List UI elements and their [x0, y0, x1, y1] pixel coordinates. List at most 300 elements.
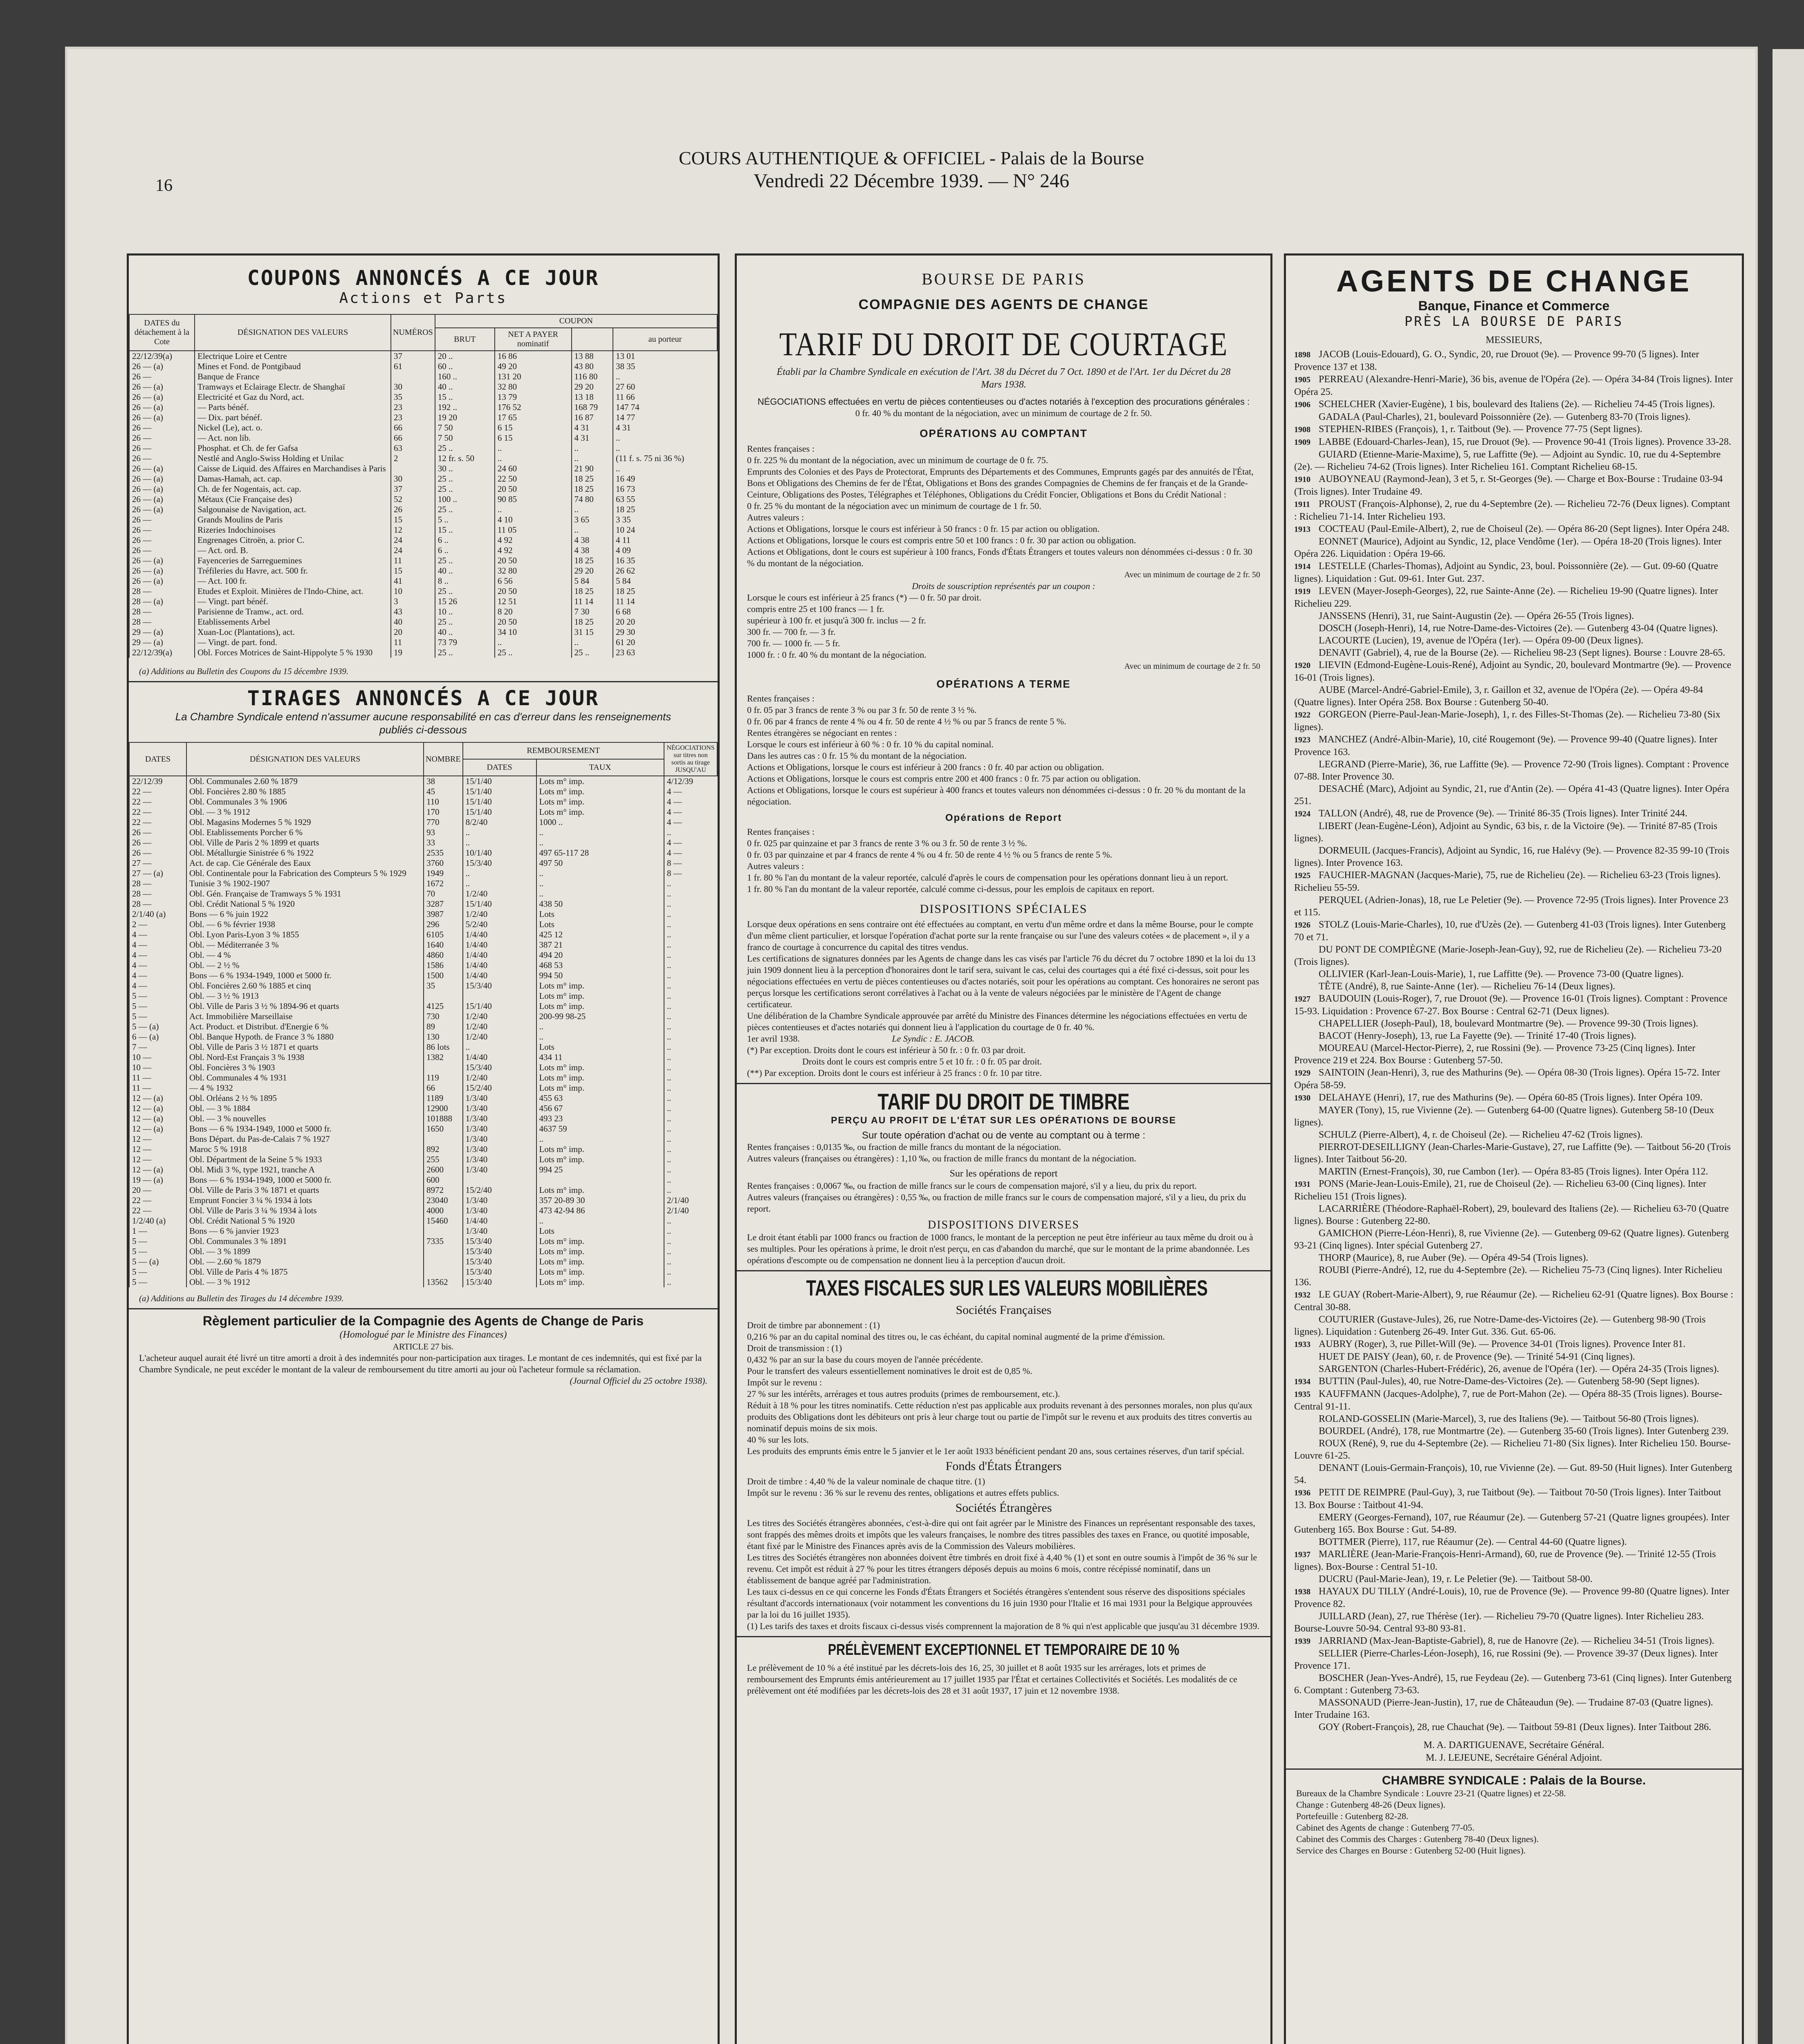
table-cell: 119 — [424, 1073, 463, 1083]
table-cell: 8 20 — [495, 607, 572, 617]
table-cell: 16 49 — [613, 474, 717, 484]
table-cell: 26 — (a) — [129, 382, 195, 392]
table-cell: .. — [572, 453, 613, 464]
coupons-body — [129, 351, 717, 658]
agent-text: ROUBI (Pierre-André), 12, rue du 4-Septembre (2e). — Richelieu 75-73 (Cinq lignes). Inter Richelieu 136. — [1294, 1265, 1723, 1288]
table-cell — [536, 1175, 664, 1185]
table-cell: 600 — [424, 1175, 463, 1185]
table-cell: 18 25 — [613, 586, 717, 596]
table-cell: 4 38 — [572, 535, 613, 545]
table-cell: Lots — [536, 1042, 664, 1052]
agent-text: SCHULZ (Pierre-Albert), 4, r. de Choiseul (2e). — Richelieu 47-62 (Trois lignes). — [1319, 1130, 1643, 1140]
table-cell: 4 — — [129, 960, 186, 970]
table-cell: 7 50 — [435, 433, 495, 443]
table-cell: Xuan-Loc (Plantations), act. — [195, 627, 391, 637]
bourse-label: BOURSE DE PARIS — [922, 270, 1086, 288]
table-cell: Act. Product. et Distribut. d'Energie 6 % — [186, 1022, 424, 1032]
tirages-body — [129, 776, 717, 1287]
agent-text: LEGRAND (Pierre-Marie), 36, rue Laffitte (9e). — Provence 72-90 (Trois lignes). Comptant : Provence 07-88. Inter Provence 30. — [1294, 759, 1729, 782]
table-cell: 10 24 — [613, 525, 717, 535]
table-cell: 40 — [391, 617, 435, 627]
table-cell: 15/3/40 — [463, 1236, 536, 1246]
table-cell: Obl. Midi 3 %, type 1921, tranche A — [186, 1165, 424, 1175]
text-paragraph: 0 fr. 06 par 4 francs de rente 4 % ou 4 fr. 50 de rente 4 ½ % ou par 5 francs de rente 5 %. — [747, 716, 1066, 726]
table-cell: .. — [664, 1257, 717, 1267]
table-cell: 1640 — [424, 940, 463, 950]
table-cell: 1/3/40 — [463, 1144, 536, 1154]
coupons-title: COUPONS ANNONCÉS A CE JOUR — [247, 266, 599, 290]
agent-text: ROLAND-GOSSELIN (Marie-Marcel), 3, rue des Italiens (9e). — Taitbout 56-80 (Trois lignes). — [1319, 1414, 1699, 1424]
agent-year: 1935 — [1294, 1390, 1310, 1399]
table-cell: 4 09 — [613, 545, 717, 556]
timbre-subtitle: PERÇU AU PROFIT DE L'ÉTAT SUR LES OPÉRATIONS DE BOURSE — [831, 1115, 1176, 1125]
reglement-sub: (Homologué par le Ministre des Finances) — [339, 1329, 507, 1340]
table-cell: 434 11 — [536, 1052, 664, 1062]
table-row — [129, 627, 717, 637]
table-cell: 6 .. — [435, 535, 495, 545]
newspaper-page — [67, 49, 1755, 2044]
agent-text: BACOT (Henry-Joseph), 13, rue La Fayette (9e). — Trinité 17-40 (Trois lignes). — [1319, 1031, 1636, 1041]
table-cell: Etablissements Arbel — [195, 617, 391, 627]
fonds-title: Fonds d'États Étrangers — [945, 1459, 1062, 1473]
table-cell: Obl. Ville de Paris 3 % 1871 et quarts — [186, 1185, 424, 1195]
table-cell: Obl. Foncières 2.60 % 1885 et cinq — [186, 981, 424, 991]
agent-text: PONS (Marie-Jean-Louis-Emile), 21, rue de Choiseul (2e). — Richelieu 63-00 (Cinq lignes). Inter Richelieu 151 (Trois lignes). — [1294, 1179, 1706, 1202]
agent-entry — [1294, 373, 1734, 398]
table-cell: 4125 — [424, 1001, 463, 1011]
table-cell: 26 — (a) — [129, 556, 195, 566]
table-row — [129, 515, 717, 525]
table-cell: 4 — — [664, 817, 717, 827]
table-cell: 22/12/39(a) — [129, 351, 195, 361]
table-cell: 30 — [391, 382, 435, 392]
agent-text: STEPHEN-RIBES (François), 1, r. Taitbout (9e). — Provence 77-75 (Sept lignes). — [1319, 424, 1642, 435]
text-paragraph: Bureaux de la Chambre Syndicale : Louvre 23-21 (Quatre lignes) et 22-58. — [1296, 1788, 1566, 1798]
col-numeros: NUMÉROS — [391, 314, 435, 351]
column-tarifs — [735, 253, 1272, 2044]
table-cell: 15/1/40 — [463, 1001, 536, 1011]
table-cell: 131 20 — [495, 372, 572, 382]
agent-year: 1909 — [1294, 438, 1310, 447]
table-cell: 5 — — [129, 1246, 186, 1257]
table-cell: 1/2/40 — [463, 889, 536, 899]
table-row — [129, 556, 717, 566]
table-cell: 8 — — [664, 858, 717, 868]
table-cell: 8/2/40 — [463, 817, 536, 827]
soc-et-list — [737, 1517, 1270, 1632]
table-cell: Obl. Foncières 2.80 % 1885 — [186, 787, 424, 797]
table-cell: 116 80 — [572, 372, 613, 382]
text-paragraph: Lorsque le cours est inférieur à 60 % : 0 fr. 10 % du capital nominal. — [747, 739, 994, 749]
table-cell: 18 25 — [572, 556, 613, 566]
table-cell: 1/4/40 — [463, 1216, 536, 1226]
table-cell: .. — [664, 1277, 717, 1287]
table-cell: .. — [664, 960, 717, 970]
table-cell: 1/2/40 — [463, 1032, 536, 1042]
table-row — [129, 1103, 717, 1114]
table-cell: Lots — [536, 919, 664, 930]
text-paragraph: Une délibération de la Chambre Syndicale approuvée par arrêté du Ministre des Finances détermine les négociations effectuées en vertu de pièces contentieuses et d'actes notariés qui donnent lieu à l'application du courtage de 0 fr. 40 %. — [747, 1011, 1248, 1032]
table-row — [129, 586, 717, 596]
table-cell: 1/4/40 — [463, 940, 536, 950]
table-cell: .. — [495, 453, 572, 464]
table-cell: 3760 — [424, 858, 463, 868]
table-cell: 20 — — [129, 1185, 186, 1195]
table-cell: 22 — — [129, 817, 186, 827]
table-cell: 15/1/40 — [463, 787, 536, 797]
table-cell: 4 — — [129, 970, 186, 981]
table-row — [129, 807, 717, 817]
agent-text: EMERY (Georges-Fernand), 107, rue Réaumur (2e). — Gutenberg 57-21 (Quatre lignes groupées). Inter Gutenberg 165. Box Bourse : Gut. 54-89. — [1294, 1512, 1730, 1535]
table-cell: 2/1/40 — [664, 1206, 717, 1216]
table-cell: .. — [664, 1083, 717, 1093]
table-cell: 60 .. — [435, 361, 495, 372]
agent-text: DENAVIT (Gabriel), 4, rue de la Bourse (2e). — Richelieu 98-23 (Sept lignes). Bourse : Louvre 28-65. — [1319, 648, 1725, 658]
agent-entry — [1294, 1511, 1734, 1536]
table-cell: 26 — (a) — [129, 464, 195, 474]
table-cell: .. — [613, 433, 717, 443]
table-cell: 4 — — [129, 981, 186, 991]
table-cell: 4860 — [424, 950, 463, 960]
agent-text: DENANT (Louis-Germain-François), 10, rue Vivienne (2e). — Gut. 89-50 (Huit lignes). Inter Gutenberg 54. — [1294, 1463, 1732, 1486]
table-cell: 1650 — [424, 1124, 463, 1134]
table-cell: 12 — (a) — [129, 1124, 186, 1134]
agent-entry — [1294, 1252, 1734, 1264]
agent-entry — [1294, 348, 1734, 373]
table-cell: .. — [664, 1042, 717, 1052]
table-cell: .. — [664, 827, 717, 838]
agent-year: 1910 — [1294, 475, 1310, 484]
agents-sub2: PRÈS LA BOURSE DE PARIS — [1404, 314, 1624, 329]
table-cell: 25 .. — [435, 443, 495, 453]
table-cell: 30 .. — [435, 464, 495, 474]
agent-entry — [1294, 1141, 1734, 1165]
table-cell — [391, 464, 435, 474]
table-cell: Lots m° imp. — [536, 1062, 664, 1073]
table-cell: 19 20 — [435, 412, 495, 423]
table-cell: Nickel (Le), act. o. — [195, 423, 391, 433]
page-number: 16 — [155, 176, 173, 195]
table-cell: 28 — — [129, 889, 186, 899]
table-row — [129, 402, 717, 412]
agent-text: LACOURTE (Lucien), 19, avenue de l'Opéra (1er). — Opéra 09-00 (Deux lignes). — [1319, 635, 1643, 646]
table-row — [129, 817, 717, 827]
agent-entry — [1294, 523, 1734, 536]
chambre-list — [1286, 1788, 1742, 1856]
table-cell: Lots m° imp. — [536, 1001, 664, 1011]
table-row — [129, 443, 717, 453]
table-cell: Obl. Nord-Est Français 3 % 1938 — [186, 1052, 424, 1062]
table-cell: 37 — [391, 484, 435, 494]
agent-text: HUET DE PAISY (Jean), 60, r. de Provence (9e). — Trinité 54-91 (Cinq lignes). — [1319, 1351, 1635, 1362]
table-cell: 5 — (a) — [129, 1257, 186, 1267]
agent-text: DESACHÉ (Marc), Adjoint au Syndic, 21, rue d'Antin (2e). — Opéra 41-43 (Quatre lignes). Inter Opéra 251. — [1294, 784, 1730, 807]
table-cell: Obl. Métallurgie Sinistrée 6 % 1922 — [186, 848, 424, 858]
foot2: Droits dont le cours est compris entre 5 et 10 fr. : 0 fr. 05 par droit. — [802, 1056, 1042, 1067]
agent-text: SAINTOIN (Jean-Henri), 3, rue des Mathurins (9e). — Opéra 08-30 (Trois lignes). Opéra 15-72. Inter Opéra 58-59. — [1294, 1067, 1720, 1091]
table-row — [129, 1236, 717, 1246]
table-row — [129, 991, 717, 1001]
table-row — [129, 1042, 717, 1052]
agent-year: 1919 — [1294, 587, 1310, 596]
table-cell: 4 — — [664, 848, 717, 858]
table-cell: 28 — — [129, 607, 195, 617]
table-cell: Obl. Communales 4 % 1931 — [186, 1073, 424, 1083]
table-cell: 1000 .. — [536, 817, 664, 827]
table-cell: 26 — (a) — [129, 474, 195, 484]
text-paragraph: 0 fr. 225 % du montant de la négociation, avec un minimum de courtage de 0 fr. 75. — [747, 455, 1048, 465]
table-cell: 26 — — [129, 838, 186, 848]
table-row — [129, 889, 717, 899]
table-cell: 10 .. — [435, 607, 495, 617]
table-cell: 5 84 — [572, 576, 613, 586]
table-row — [129, 1154, 717, 1165]
agent-entry — [1294, 1536, 1734, 1548]
agent-entry — [1294, 536, 1734, 560]
table-cell: 6105 — [424, 930, 463, 940]
text-paragraph: Cabinet des Agents de change : Gutenberg 77-05. — [1296, 1822, 1474, 1833]
table-cell: Fayenceries de Sarreguemines — [195, 556, 391, 566]
table-row — [129, 361, 717, 372]
agent-entry — [1294, 411, 1734, 423]
table-cell: 37 — [391, 351, 435, 361]
table-cell: — Parts bénéf. — [195, 402, 391, 412]
agent-text: FAUCHIER-MAGNAN (Jacques-Marie), 75, rue de Richelieu (2e). — Richelieu 63-23 (Trois lignes). Richelieu 55-59. — [1294, 870, 1721, 893]
table-row — [129, 423, 717, 433]
text-paragraph: Portefeuille : Gutenberg 82-28. — [1296, 1811, 1409, 1821]
agent-year: 1905 — [1294, 375, 1310, 384]
table-cell: .. — [664, 1022, 717, 1032]
table-cell: — Act. ord. B. — [195, 545, 391, 556]
soc-et-title: Sociétés Étrangères — [955, 1501, 1052, 1515]
table-cell: 1/2/40 (a) — [129, 1216, 186, 1226]
table-cell: 14 77 — [613, 412, 717, 423]
table-cell: Obl. Orléans 2 ½ % 1895 — [186, 1093, 424, 1103]
table-row — [129, 525, 717, 535]
agent-entry — [1294, 634, 1734, 647]
table-cell: 2/1/40 — [664, 1195, 717, 1206]
table-cell: 497 50 — [536, 858, 664, 868]
table-cell: .. — [536, 1032, 664, 1042]
table-cell: .. — [664, 1073, 717, 1083]
table-cell: .. — [664, 889, 717, 899]
table-cell: 26 62 — [613, 566, 717, 576]
agent-year: 1924 — [1294, 809, 1310, 818]
table-row — [129, 1052, 717, 1062]
table-cell: .. — [664, 930, 717, 940]
agent-entry — [1294, 1647, 1734, 1672]
table-cell: 13 18 — [572, 392, 613, 402]
table-cell: 994 50 — [536, 970, 664, 981]
agent-entry — [1294, 1425, 1734, 1437]
agent-year: 1931 — [1294, 1180, 1310, 1189]
agent-entry — [1294, 1264, 1734, 1289]
table-cell: 23 — [391, 412, 435, 423]
table-cell: 4 92 — [495, 535, 572, 545]
table-cell: 12 — (a) — [129, 1165, 186, 1175]
table-cell: 5 — — [129, 1277, 186, 1287]
table-cell: 147 74 — [613, 402, 717, 412]
agent-year: 1908 — [1294, 425, 1310, 434]
table-cell: Tramways et Eclairage Electr. de Shanghaï — [195, 382, 391, 392]
table-cell: 5 — — [129, 1267, 186, 1277]
table-cell: .. — [664, 919, 717, 930]
table-cell: Métaux (Cie Française des) — [195, 494, 391, 504]
agent-text: DU PONT DE COMPIÈGNE (Marie-Joseph-Jean-Guy), 92, rue de Richelieu (2e). — Richelieu 73-20 (Trois lignes). — [1294, 944, 1722, 967]
agent-entry — [1294, 1721, 1734, 1733]
table-row — [129, 1206, 717, 1216]
table-cell: 28 — — [129, 899, 186, 909]
tirages-note: (a) Additions au Bulletin des Tirages du 14 décembre 1939. — [139, 1293, 344, 1303]
soc-fr-list — [737, 1320, 1270, 1457]
syndic-sign: Le Syndic : E. JACOB. — [892, 1033, 975, 1044]
table-cell: 1/4/40 — [463, 970, 536, 981]
table-cell: 13562 — [424, 1277, 463, 1287]
table-cell: 15460 — [424, 1216, 463, 1226]
table-cell — [424, 1246, 463, 1257]
text-paragraph: 0 fr. 25 % du montant de la négociation avec un minimum de courtage de 1 fr. 50. — [747, 501, 1041, 511]
table-cell: .. — [495, 504, 572, 515]
table-cell: Maroc 5 % 1918 — [186, 1144, 424, 1154]
table-cell: 25 .. — [435, 484, 495, 494]
agent-text: DOSCH (Joseph-Henri), 14, rue Notre-Dame-des-Victoires (2e). — Gutenberg 43-04 (Quatre lignes). — [1319, 623, 1718, 634]
agent-text: TÊTE (André), 8, rue Sainte-Anne (1er). — Richelieu 76-14 (Deux lignes). — [1319, 981, 1616, 992]
table-cell: 357 20-89 30 — [536, 1195, 664, 1206]
agent-entry — [1294, 1635, 1734, 1647]
table-cell: 35 — [424, 981, 463, 991]
table-row — [129, 433, 717, 443]
table-cell: 1382 — [424, 1052, 463, 1062]
table-cell: Lots m° imp. — [536, 797, 664, 807]
table-row — [129, 827, 717, 838]
agent-text: MOUREAU (Marcel-Hector-Pierre), 2, rue Rossini (9e). — Provence 73-25 (Cinq lignes). Inter Provence 219 et 224. Box Bourse : Gutenberg 57-50. — [1294, 1043, 1696, 1066]
comptant-list — [737, 443, 1270, 569]
table-row — [129, 382, 717, 392]
table-cell: 26 — — [129, 453, 195, 464]
table-row — [129, 637, 717, 648]
agent-entry — [1294, 1388, 1734, 1413]
table-cell: .. — [536, 879, 664, 889]
table-cell: Obl. Ville de Paris 3 ½ % 1894-96 et quarts — [186, 1001, 424, 1011]
agent-year: 1926 — [1294, 921, 1310, 930]
table-cell: 26 — (a) — [129, 402, 195, 412]
table-row — [129, 1277, 717, 1287]
table-cell: .. — [664, 1236, 717, 1246]
table-cell: Damas-Hamah, act. cap. — [195, 474, 391, 484]
table-cell: 23 — [391, 402, 435, 412]
col-nominatif: nominatif — [517, 339, 549, 348]
table-cell: 28 — — [129, 617, 195, 627]
table-cell: 22 — — [129, 1195, 186, 1206]
table-cell: 15/2/40 — [463, 1185, 536, 1195]
agent-entry — [1294, 807, 1734, 820]
table-cell: .. — [572, 443, 613, 453]
table-cell: 11 14 — [613, 596, 717, 607]
table-cell: 7335 — [424, 1236, 463, 1246]
agent-entry — [1294, 733, 1734, 758]
agent-entry — [1294, 708, 1734, 733]
table-cell: 15/3/40 — [463, 1062, 536, 1073]
text-paragraph: Rentes françaises : — [747, 827, 814, 837]
table-cell: 12 — — [129, 1154, 186, 1165]
column-coupons-tirages — [127, 253, 720, 2044]
table-cell: .. — [664, 1052, 717, 1062]
text-paragraph: Rentes françaises : 0,0067 ‰, ou fraction de mille francs sur le cours de compensation majoré, s'il y a lieu, du prix du report. — [747, 1181, 1197, 1191]
table-cell: 6 68 — [613, 607, 717, 617]
table-cell: 15 .. — [435, 392, 495, 402]
table-cell: 1189 — [424, 1093, 463, 1103]
table-cell: 26 — — [129, 423, 195, 433]
table-cell: 26 — (a) — [129, 392, 195, 402]
tirages-title: TIRAGES ANNONCÉS A CE JOUR — [247, 686, 599, 710]
table-cell: Obl. Communales 3 % 1906 — [186, 797, 424, 807]
souscription-title: Droits de souscription représentés par un coupon : — [912, 581, 1095, 591]
table-cell: 2 — [391, 453, 435, 464]
agents-sub1: Banque, Finance et Commerce — [1418, 298, 1610, 313]
col-net2 — [572, 328, 613, 351]
table-row — [129, 1083, 717, 1093]
table-cell: Salgounaise de Navigation, act. — [195, 504, 391, 515]
table-cell: Obl. Ville de Paris 3 ½ 1871 et quarts — [186, 1042, 424, 1052]
table-cell: 93 — [424, 827, 463, 838]
masthead-line1: COURS AUTHENTIQUE & OFFICIEL - Palais de la Bourse — [679, 148, 1144, 168]
table-row — [129, 1134, 717, 1144]
table-cell: Engrenages Citroën, a. prior C. — [195, 535, 391, 545]
table-cell: 15/3/40 — [463, 981, 536, 991]
table-cell: 26 — (a) — [129, 412, 195, 423]
date-sign: 1er avril 1938. — [747, 1033, 800, 1044]
table-cell: 8 — — [664, 868, 717, 879]
table-cell: 4 — — [129, 930, 186, 940]
table-cell: Etudes et Exploit. Minières de l'Indo-Chine, act. — [195, 586, 391, 596]
table-cell: 130 — [424, 1032, 463, 1042]
table-cell: 1/2/40 — [463, 1011, 536, 1022]
table-cell: .. — [664, 981, 717, 991]
table-cell: 15/1/40 — [463, 797, 536, 807]
table-cell: Tréfileries du Havre, act. 500 fr. — [195, 566, 391, 576]
tirages-subtitle: La Chambre Syndicale entend n'assumer aucune responsabilité en cas d'erreur dans les renseignements publiés ci-dessous — [175, 710, 671, 736]
table-cell: 4 — — [129, 940, 186, 950]
table-cell: 26 — — [129, 433, 195, 443]
table-cell: 1949 — [424, 868, 463, 879]
agent-text: BOTTMER (Pierre), 117, rue Réaumur (2e). — Central 44-60 (Quatre lignes). — [1319, 1537, 1627, 1547]
table-cell: Electrique Loire et Centre — [195, 351, 391, 361]
table-cell: 26 — [391, 504, 435, 515]
table-cell: 24 — [391, 535, 435, 545]
column-agents — [1284, 253, 1744, 2044]
text-paragraph: 40 % sur les lots. — [747, 1434, 809, 1445]
table-cell: .. — [664, 1103, 717, 1114]
table-cell: 13 88 — [572, 351, 613, 361]
agent-entry — [1294, 1672, 1734, 1697]
diverses-text: Le droit étant établi par 1000 francs ou fraction de 1000 francs, le montant de la perception ne peut être inférieur au taux même du droit ou à ses multiples. Pour les opérations à prime, le droit n'est perçu, en cas d'abandon du marché, que sur le montant de la prime abandonnée. Les opérations d'escompte ou de compensation ne donnent lieu à la perception d'aucun droit. — [747, 1232, 1253, 1265]
table-cell: .. — [664, 1001, 717, 1011]
table-row — [129, 1246, 717, 1257]
table-cell: 20 .. — [435, 351, 495, 361]
agent-text: LIBERT (Jean-Eugène-Léon), Adjoint au Syndic, 63 bis, r. de la Victoire (9e). — Trinité 87-85 (Trois lignes). — [1294, 821, 1718, 844]
table-cell: Act. Immobilière Marseillaise — [186, 1011, 424, 1022]
table-cell: 45 — [424, 787, 463, 797]
agent-year: 1898 — [1294, 350, 1310, 359]
table-cell: 22 — — [129, 807, 186, 817]
agent-text: ROUX (René), 9, rue du 4-Septembre (2e). — Richelieu 71-80 (Six lignes). Inter Richelieu 150. Bourse-Louvre 61-25. — [1294, 1438, 1731, 1461]
secretaire-adjoint: M. J. LEJEUNE, Secrétaire Général Adjoint. — [1425, 1753, 1602, 1763]
table-row — [129, 1001, 717, 1011]
text-paragraph: Droit de transmission : (1) — [747, 1343, 842, 1353]
table-row — [129, 858, 717, 868]
table-cell: .. — [664, 1226, 717, 1236]
col-t-nego: NÉGOCIATIONS sur titres non sortis au tirage JUSQU'AU — [664, 742, 717, 776]
